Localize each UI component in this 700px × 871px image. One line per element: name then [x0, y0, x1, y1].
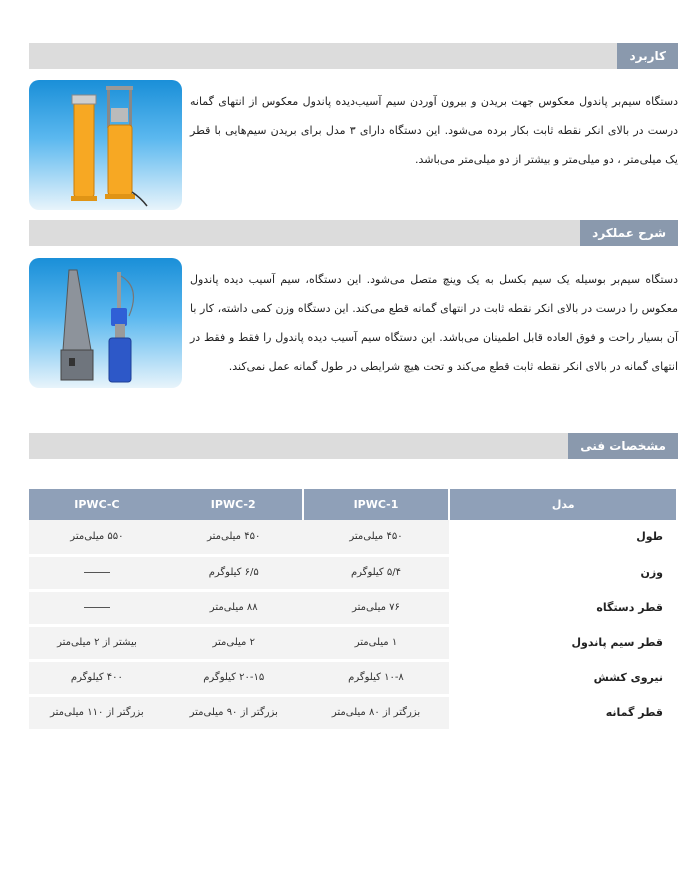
- table-row: [29, 695, 677, 730]
- cell: بزرگتر از ۱۱۰ میلی‌متر: [29, 695, 165, 730]
- cell: ۲۰-۱۵ کیلوگرم: [165, 660, 303, 695]
- row-label-tension: نیروی کشش: [449, 660, 677, 695]
- cell: ۱ میلی‌متر: [303, 625, 450, 660]
- cell: ۴۰۰ کیلوگرم: [29, 660, 165, 695]
- cell: ۲ میلی‌متر: [165, 625, 303, 660]
- section-bar-operation: [29, 220, 678, 246]
- cell: ۵/۴ کیلوگرم: [303, 555, 450, 590]
- dash-mark: [84, 607, 110, 608]
- row-label-wire-diameter: قطر سیم پاندول: [449, 625, 677, 660]
- table-row: [29, 520, 677, 555]
- cell: بزرگتر از ۹۰ میلی‌متر: [165, 695, 303, 730]
- table-row: [29, 625, 677, 660]
- cell: ۴۵۰ میلی‌متر: [303, 520, 450, 555]
- table-row: [29, 590, 677, 625]
- section-title-operation: شرح عملکرد: [580, 220, 678, 246]
- usage-paragraph: دستگاه سیم‌بر پاندول معکوس جهت بریدن و بیرون آوردن سیم آسیب‌دیده پاندول معکوس از انتهای گمانه درست در بالای انکر نقطه ثابت بکار برده می‌شود. این دستگاه دارای ۳ مدل برای بریدن سیم‌هایی با قطر یک میلی‌متر ، دو میلی‌متر و بیشتر از دو میلی‌متر می‌باشد.: [190, 95, 679, 166]
- cell: ۶/۵ کیلوگرم: [165, 555, 303, 590]
- orange-cutter-illustration: [29, 80, 182, 210]
- section-bar-specs: [29, 433, 678, 459]
- cell: ۸۸ میلی‌متر: [165, 590, 303, 625]
- cell: بزرگتر از ۸۰ میلی‌متر: [303, 695, 450, 730]
- row-label-length: طول: [449, 520, 677, 555]
- cell: ۷۶ میلی‌متر: [303, 590, 450, 625]
- usage-photo: [29, 80, 182, 210]
- table-row: [29, 660, 677, 695]
- operation-photo: [29, 258, 182, 388]
- cell: ۴۵۰ میلی‌متر: [165, 520, 303, 555]
- section-title-usage: کاربرد: [617, 43, 678, 69]
- cell: بیشتر از ۲ میلی‌متر: [29, 625, 165, 660]
- section-title-specs: مشخصات فنی: [568, 433, 678, 459]
- row-label-borehole-diameter: قطر گمانه: [449, 695, 677, 730]
- cell: ۵۵۰ میلی‌متر: [29, 520, 165, 555]
- dash-mark: [84, 572, 110, 573]
- operation-paragraph: دستگاه سیم‌بر بوسیله یک سیم بکسل به یک وینچ متصل می‌شود. این دستگاه، سیم آسیب دیده پاندول معکوس را درست در بالای انکر نقطه ثابت در انتهای گمانه قطع می‌کند. این دستگاه وزن کمی داشته، کار با آن بسیار راحت و فوق العاده قابل اطمینان می‌باشد. این دستگاه سیم آسیب دیده پاندول را فقط و فقط در انتهای گمانه در بالای انکر نقطه ثابت قطع می‌کند و تحت هیچ شرایطی در طول گمانه عمل نمی‌کند.: [190, 273, 678, 373]
- header-model: مدل: [449, 489, 677, 520]
- header-ipwc-c: IPWC-C: [29, 489, 165, 520]
- spec-table: [29, 489, 678, 732]
- row-label-device-diameter: قطر دستگاه: [449, 590, 677, 625]
- header-ipwc-1: IPWC-1: [303, 489, 450, 520]
- row-label-weight: وزن: [449, 555, 677, 590]
- spec-table-header-row: [29, 489, 677, 520]
- header-ipwc-2: IPWC-2: [165, 489, 303, 520]
- cell: ۱۰-۸ کیلوگرم: [303, 660, 450, 695]
- cell-empty: [29, 590, 165, 625]
- table-row: [29, 555, 677, 590]
- blue-cutter-illustration: [29, 258, 182, 388]
- section-bar-usage: [29, 43, 678, 69]
- cell-empty: [29, 555, 165, 590]
